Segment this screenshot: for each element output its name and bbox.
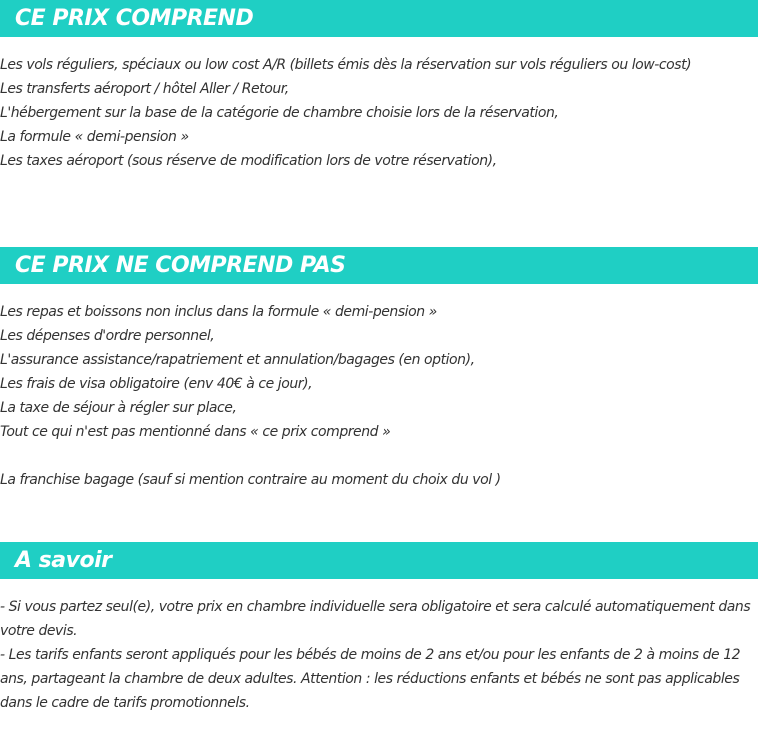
- includes-item: Les taxes aéroport (sous réserve de modification lors de votre réservation),: [0, 153, 497, 169]
- spacer: [0, 444, 758, 468]
- section-info: [0, 542, 758, 715]
- section-title-includes: CE PRIX COMPREND: [15, 6, 254, 31]
- includes-item: Les transferts aéroport / hôtel Aller / Retour,: [0, 81, 289, 97]
- includes-item: La formule « demi-pension »: [0, 129, 189, 145]
- section-header-includes: [0, 0, 758, 37]
- section-title-info: A savoir: [15, 548, 112, 573]
- info-paragraphs: [0, 595, 758, 715]
- excludes-item: L'assurance assistance/rapatriement et annulation/bagages (en option),: [0, 352, 475, 368]
- includes-item: L'hébergement sur la base de la catégorie de chambre choisie lors de la réservation,: [0, 105, 559, 121]
- excludes-item: Les frais de visa obligatoire (env 40€ à ce jour),: [0, 376, 313, 392]
- excludes-item: Les dépenses d'ordre personnel,: [0, 328, 215, 344]
- section-price-excludes: [0, 247, 758, 492]
- section-title-excludes: CE PRIX NE COMPREND PAS: [15, 253, 346, 278]
- info-paragraph: - Les tarifs enfants seront appliqués pour les bébés de moins de 2 ans et/ou pour les enfants de 2 à moins de 12 ans, partageant la chambre de deux adultes. Attention : les réductions enfants et bébés ne sont pas applicables dans le cadre de tarifs promotionnels.: [0, 647, 741, 711]
- section-header-info: [0, 542, 758, 579]
- includes-item: Les vols réguliers, spéciaux ou low cost A/R (billets émis dès la réservation sur vols réguliers ou low-cost): [0, 57, 692, 73]
- excludes-list: [0, 300, 758, 492]
- excludes-item: La taxe de séjour à régler sur place,: [0, 400, 237, 416]
- excludes-item: Les repas et boissons non inclus dans la formule « demi-pension »: [0, 304, 437, 320]
- excludes-footnote: La franchise bagage (sauf si mention contraire au moment du choix du vol ): [0, 472, 501, 488]
- section-header-excludes: [0, 247, 758, 284]
- excludes-item: Tout ce qui n'est pas mentionné dans « ce prix comprend »: [0, 424, 391, 440]
- includes-list: [0, 53, 758, 173]
- section-price-includes: [0, 0, 758, 173]
- info-paragraph: - Si vous partez seul(e), votre prix en chambre individuelle sera obligatoire et sera calculé automatiquement dans votre devis.: [0, 599, 751, 639]
